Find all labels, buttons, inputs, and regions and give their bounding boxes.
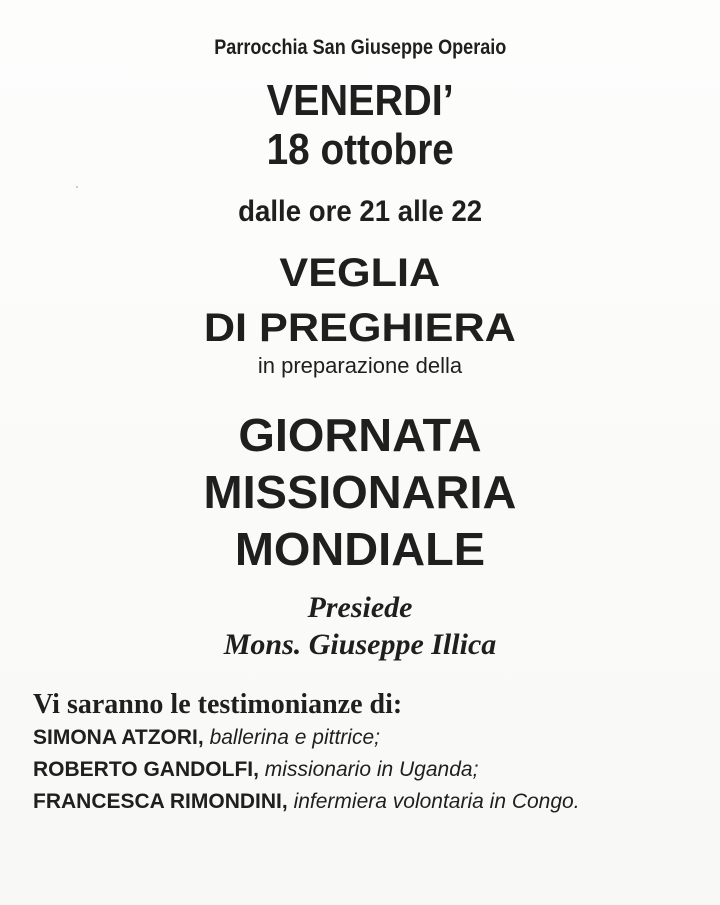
testimony-description: missionario in Uganda; <box>264 758 479 781</box>
testimony-name: FRANCESCA RIMONDINI, <box>33 790 288 813</box>
event-title-line-2: MISSIONARIA <box>203 466 517 518</box>
paper-speck <box>76 186 78 188</box>
event-title-line-3: MONDIALE <box>234 523 486 575</box>
event-time: dalle ore 21 alle 22 <box>238 195 483 228</box>
event-date: 18 ottobre <box>266 125 454 174</box>
testimony-description: infermiera volontaria in Congo. <box>293 790 580 813</box>
testimonies-section <box>33 688 713 818</box>
event-title-line-1: GIORNATA <box>238 409 482 461</box>
testimony-name: SIMONA ATZORI, <box>33 726 204 749</box>
event-day: VENERDI’ <box>266 76 454 125</box>
testimonies-intro: Vi saranno le testimonianze di: <box>33 689 403 720</box>
testimony-item <box>33 786 713 818</box>
title-line-2: DI PREGHIERA <box>203 306 516 350</box>
title-line-1: VEGLIA <box>279 251 441 295</box>
testimony-description: ballerina e pittrice; <box>209 726 380 749</box>
testimony-item <box>33 754 713 786</box>
parish-name: Parrocchia San Giuseppe Operaio <box>214 36 507 59</box>
title-subtitle: in preparazione della <box>257 353 463 378</box>
presider-label: Presiede <box>307 591 413 624</box>
presider-name: Mons. Giuseppe Illica <box>223 628 497 661</box>
testimony-item <box>33 722 713 754</box>
testimony-name: ROBERTO GANDOLFI, <box>33 758 259 781</box>
